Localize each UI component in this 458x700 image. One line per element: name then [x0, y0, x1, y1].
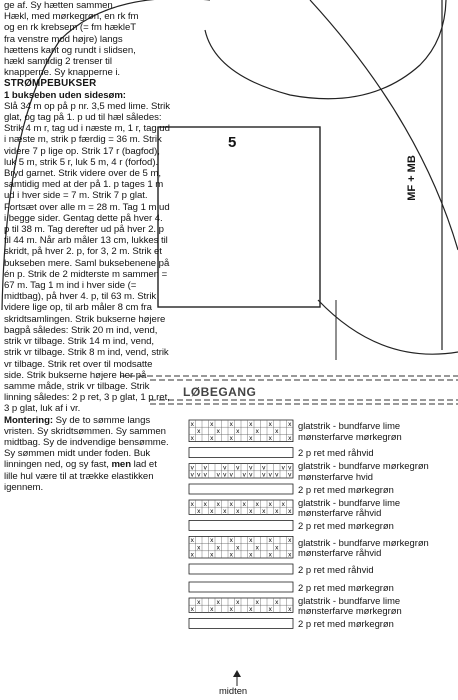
legend-text: 2 p ret med mørkegrøn — [298, 618, 394, 630]
legend-entry — [298, 461, 456, 482]
chart-symbol: x — [255, 598, 259, 606]
legend-text: mønsterfarve råhvid — [298, 507, 382, 519]
chart-symbol: x — [268, 435, 272, 443]
chart-symbol: x — [236, 508, 240, 515]
chart-symbol: v — [242, 471, 246, 479]
legend-entry — [298, 596, 456, 617]
chart-symbol: x — [249, 537, 253, 545]
piece-number: 5 — [228, 134, 237, 151]
chart-symbol: x — [190, 537, 194, 545]
chart-symbol: v — [236, 464, 240, 472]
intro-line: ge af. Sy hætten sammen. — [4, 0, 116, 11]
chart-symbol: v — [262, 471, 266, 479]
chart-band-pattern — [189, 464, 293, 479]
chart-symbol: x — [236, 428, 240, 435]
legend-text: 2 p ret med mørkegrøn — [298, 581, 394, 593]
chart-band-pattern — [189, 500, 293, 515]
chart-symbol: v — [249, 464, 253, 472]
intro-line: hækl samtidig 2 trenser til — [4, 56, 112, 68]
chart-symbol: v — [249, 471, 253, 479]
chart-symbol: x — [190, 606, 194, 613]
chart-symbol: x — [249, 551, 253, 559]
chart-symbol: x — [236, 598, 240, 606]
right-arc — [310, 0, 458, 250]
chart-symbol: x — [288, 420, 292, 428]
legend-text: 2 p ret med råhvid — [298, 563, 374, 575]
sub-title: 1 bukseben uden sidesøm: — [4, 89, 126, 101]
legend-entry — [298, 538, 456, 559]
legend-entry — [298, 565, 456, 576]
knitting-chart — [188, 418, 294, 673]
chart-symbol: x — [242, 500, 246, 508]
chart-symbol: v — [268, 471, 272, 479]
chart-symbol: x — [262, 508, 266, 515]
intro-line: Hækl, med mørkegrøn, en rk fm — [4, 11, 139, 23]
chart-band-plain — [189, 582, 293, 592]
chart-symbol: x — [268, 420, 272, 428]
lower-arc — [318, 300, 458, 354]
chart-symbol: x — [197, 508, 201, 515]
assembly-end: lad et lille hul være til at trække elastikken igennem. — [4, 459, 157, 493]
vertical-label: MF + MB — [405, 155, 418, 201]
chart-symbol: v — [216, 471, 220, 479]
chart-symbol: v — [288, 464, 292, 472]
chart-band-pattern — [189, 536, 293, 558]
chart-symbol: x — [255, 428, 259, 435]
chart-symbol: v — [197, 471, 201, 479]
chart-symbol: x — [268, 551, 272, 559]
chart-symbol: x — [288, 435, 292, 443]
chart-symbol: x — [275, 598, 279, 606]
assembly-paragraph — [4, 415, 170, 493]
legend-entry — [298, 619, 456, 630]
instruction-text — [4, 0, 170, 493]
chart-band-plain — [189, 618, 293, 628]
intro-line: knapperne. Sy knapperne i. — [4, 67, 121, 79]
chart-symbol: x — [216, 500, 220, 508]
chart-symbol: x — [288, 508, 292, 515]
chart-symbol: x — [216, 428, 220, 435]
chart-symbol: x — [281, 500, 285, 508]
chart-symbol: x — [210, 508, 214, 515]
chart-symbol: v — [223, 471, 227, 479]
assembly-label: Montering: — [4, 414, 54, 426]
legend-text: 2 p ret med mørkegrøn — [298, 520, 394, 532]
legend-entry — [298, 583, 456, 594]
legend-entry — [298, 421, 456, 442]
chart-symbol: x — [190, 500, 194, 508]
legend-entry — [298, 485, 456, 496]
chart-symbol: x — [229, 420, 233, 428]
chart-symbol: x — [216, 598, 220, 606]
legend-text: mønsterfarve mørkegrøn — [298, 430, 402, 442]
chart-symbol: v — [190, 471, 194, 479]
chart-band-plain — [189, 484, 293, 494]
chart-band-pattern — [189, 420, 293, 442]
chart-symbol: x — [229, 606, 233, 613]
intro-line: og en rk krebsem (= fm hækleT — [4, 22, 137, 34]
chart-symbol: x — [249, 420, 253, 428]
chart-symbol: x — [255, 500, 259, 508]
legend-entry — [298, 448, 456, 459]
assembly-bold: men — [111, 459, 132, 471]
chart-symbol: x — [268, 537, 272, 545]
chart-symbol: x — [197, 598, 201, 606]
chart-symbol: x — [229, 500, 233, 508]
chart-symbol: x — [197, 428, 201, 435]
legend-text: 2 p ret med mørkegrøn — [298, 483, 394, 495]
corridor-label: LØBEGANG — [183, 385, 257, 399]
chart-symbol: v — [203, 471, 207, 479]
center-label: midten — [219, 685, 248, 696]
legend-text: glatstrik - bundfarve lime — [298, 496, 401, 508]
chart-symbol: x — [190, 551, 194, 559]
legend-text: mønsterfarve mørkegrøn — [298, 605, 402, 617]
chart-symbol: x — [275, 428, 279, 435]
chart-symbol: x — [210, 435, 214, 443]
chart-symbol: x — [288, 551, 292, 559]
chart-symbol: x — [197, 544, 201, 552]
chart-symbol: x — [275, 544, 279, 552]
intro-line: fra venstre mod højre) langs — [4, 33, 123, 45]
chart-symbol: x — [203, 500, 207, 508]
chart-symbol: x — [229, 537, 233, 545]
chart-symbol: x — [190, 435, 194, 443]
chart-symbol: x — [210, 606, 214, 613]
chart-symbol: v — [281, 464, 285, 472]
legend-text: glatstrik - bundfarve lime — [298, 594, 401, 606]
chart-symbol: x — [268, 500, 272, 508]
legend-text: mønsterfarve hvid — [298, 470, 374, 482]
chart-band-pattern — [189, 598, 293, 613]
chart-symbol: v — [223, 464, 227, 472]
chart-symbol: v — [190, 464, 194, 472]
chart-symbol: x — [236, 544, 240, 552]
legend-text: mønsterfarve råhvid — [298, 547, 382, 559]
chart-symbol: x — [210, 551, 214, 559]
chart-symbol: x — [249, 435, 253, 443]
chart-symbol: x — [210, 537, 214, 545]
chart-symbol: v — [262, 464, 266, 472]
legend-text: glatstrik - bundfarve mørkegrøn — [298, 460, 429, 472]
chart-symbol: v — [288, 471, 292, 479]
legend-entry — [298, 498, 456, 519]
chart-band-plain — [189, 520, 293, 530]
chart-symbol: x — [223, 508, 227, 515]
chart-symbol: x — [229, 435, 233, 443]
chart-symbol: x — [249, 606, 253, 613]
chart-symbol: x — [190, 420, 194, 428]
paragraph-1: Slå 34 m op på p nr. 3,5 med lime. Strik glat, og tag på 1. p ud til hæl således: Strik 4 m r, tag ud i næste m, 1 r, tag ud i næste m, strik p færdig = 36 m. Strik videre 7 p lige op. Strik 17 r (bagfod), luk 5 m, strik 5 r, luk 5 m, 4 r (forfod). Bryd garnet. Strik videre over de 5 m, samtidig med at der på 1. p tages 1 m ud i hver side = 7 m. Strik 7 p glat. Fortsæt over alle m = 28 m. Tag 1 m ud i begge sider. Gentag dette på hver 4. p til 38 m. Tag derefter ud på hver 2. p til 44 m. Når arb måler 13 cm, lukkes til skridt, på hver 2. p, for 3, 2 m. Strik et bukseben mere. Saml buksebenene på én p. Strik de 2 midterste m sammen = 67 m. Tag 1 m ind i hver side (= midtbag), på hver 4. p, til 63 m. Strik videre lige op, til arb måler 8 cm fra skridtsamlingen. Strik bukserne højere bagpå således: Strik 20 m ind, vend, strik vr tilbage. Strik 14 m ind, vend, strik vr tilbage. Strik 8 m ind, vend, strik vr tilbage. Strik ret over til modsatte side. Strik bukserne højere her på samme måde, strik vr tilbage. Strik linning således: 2 p ret, 3 p glat, 1 p ret, 3 p glat, luk af i vr. — [4, 100, 170, 415]
chart-band-plain — [189, 448, 293, 458]
chart-symbol: x — [288, 537, 292, 545]
chart-symbol: x — [255, 544, 259, 552]
chart-symbol: x — [288, 606, 292, 613]
piece-5-outline — [158, 127, 320, 307]
chart-symbol: x — [229, 551, 233, 559]
legend-text: glatstrik - bundfarve lime — [298, 420, 401, 432]
chart-symbol: x — [216, 544, 220, 552]
chart-symbol: v — [203, 464, 207, 472]
chart-symbol: x — [268, 606, 272, 613]
inner-curve — [205, 0, 446, 99]
chart-symbol: x — [249, 508, 253, 515]
legend-entry — [298, 521, 456, 532]
legend-text: 2 p ret med råhvid — [298, 447, 374, 459]
intro-line: hættens kant og rundt i slidsen, — [4, 44, 136, 56]
chart-symbol: x — [275, 508, 279, 515]
chart-symbol: x — [210, 420, 214, 428]
chart-symbol: v — [229, 471, 233, 479]
section-title: STRØMPEBUKSER — [4, 78, 97, 90]
legend-text: glatstrik - bundfarve mørkegrøn — [298, 536, 429, 548]
chart-band-plain — [189, 564, 293, 574]
assembly-text: Sy de to sømme langs vristen. Sy skridtsømmen. Sy sammen midtbag. Sy de indvendige bensømme. Sy sømmen midt under foden. Buk linningen ned, og sy fast, — [4, 414, 169, 471]
chart-symbol: v — [275, 471, 279, 479]
